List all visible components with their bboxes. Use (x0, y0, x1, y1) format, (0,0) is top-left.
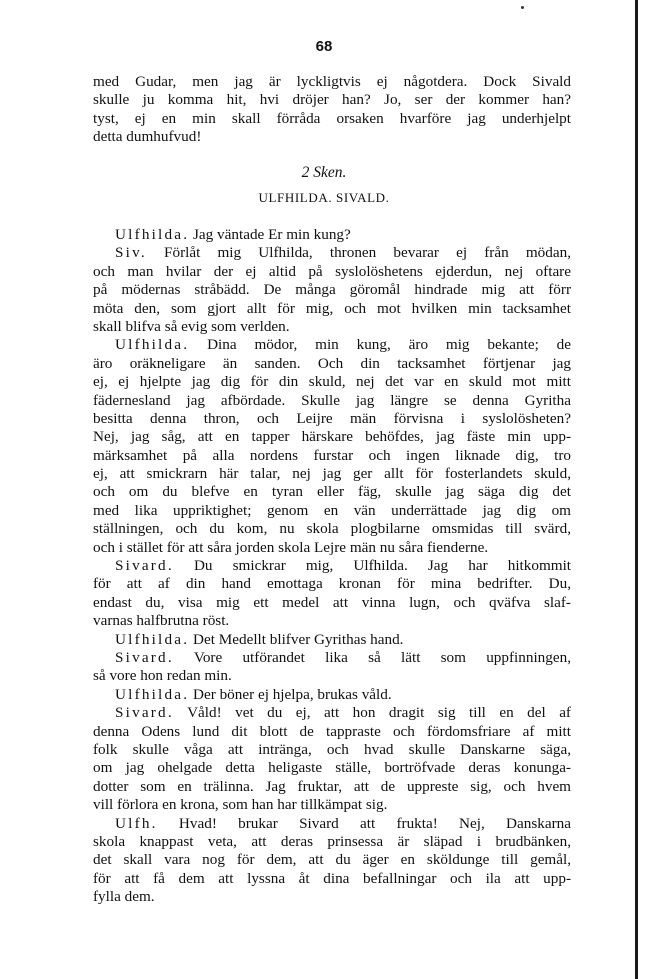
speaker-name: Ulfhilda. (115, 226, 190, 243)
dialogue-line: Ulfhilda. Det Medellt blifver Gyrithas hand. (115, 630, 404, 648)
text-line: Nej, jag såg, att en tapper härskare behöfdes, jag fäste min upp- (93, 428, 571, 446)
text-line: besitta denna thron, och Leijre män förvisna i syslolösheten? (93, 409, 571, 427)
text-line: och man hvilar der ej altid på syslolöshetens ejderdun, nej oftare (93, 262, 571, 280)
text-line: folk skulle våga att intränga, och hvad skulle Danskarne säga, (93, 740, 571, 758)
text-line: fylla dem. (93, 888, 155, 906)
scene-characters: ULFHILDA. SIVALD. (258, 190, 390, 205)
text-line: möta den, som gjort allt för mig, och mot hvilken min tacksamhet (93, 299, 571, 317)
text-line: äro oräkneligare än sanden. Och din tacksamhet förtjenar jag (93, 354, 571, 372)
text-line: med lika uppriktighet; genom en vän underrättade jag dig om (93, 501, 571, 519)
text-line: skola knappast veta, att deras prinsessa är släpad i brudbänken, (93, 832, 571, 850)
text-line: för att af din hand emottaga kronan för mina bedrifter. Du, (93, 575, 571, 593)
scene-title: 2 Sken. (301, 164, 347, 181)
speaker-name: Sivard. (115, 704, 174, 722)
speaker-name: Siv. (115, 244, 147, 262)
page-number: 68 (315, 38, 333, 55)
text-line: om jag ohelgade detta heligaste ställe, bortröfvade deras konunga- (93, 759, 571, 777)
text-line: med Gudar, men jag är lyckligtvis ej någotdera. Dock Sivald (93, 73, 571, 90)
text-line: tyst, ej en min skall förråda orsaken hvarföre jag underhjelpt (93, 109, 571, 127)
text-line: endast du, visa mig ett medel att vinna lugn, och qväfva slaf- (93, 593, 571, 611)
speaker-name: Ulfhilda. (115, 685, 190, 703)
text-line: ej, att smickrarn här talar, nej jag ger allt för fosterlandets skuld, (93, 465, 571, 483)
text-line: skulle ju komma hit, hvi dröjer han? Jo, ser der kommer han? (93, 91, 571, 109)
speaker-name: Sivard. (115, 648, 174, 666)
dialogue-line: Ulfhilda. Dina mödor, min kung, äro mig bekante; de (115, 336, 571, 354)
text-line: dotter som en trälinna. Jag fruktar, att de uppreste sig, och hvem (93, 777, 571, 795)
dialogue-line: Siv. Förlåt mig Ulfhilda, thronen bevarar ej från mödan, (115, 244, 571, 262)
speaker-name: Ulfhilda. (115, 630, 190, 648)
ink-speck (521, 6, 524, 9)
speaker-name: Sivard. (115, 557, 174, 575)
text-line: på mödernas stråbädd. De många göromål hindrade mig att förr (93, 281, 571, 299)
dialogue-line: Ulfh. Hvad! brukar Sivard att frukta! Nej, Danskarna (115, 814, 571, 832)
text-line: fädernesland jag afbördade. Skulle jag längre se denna Gyritha (93, 391, 571, 409)
speaker-name: Ulfh. (115, 814, 158, 832)
text-line: detta dumhufvud! (93, 128, 202, 146)
text-line: märksamhet på alla nordens furstar och ingen liknade dig, tro (93, 446, 571, 464)
text-line: det skall vara nog för dem, att du äger en sköldunge till gemål, (93, 851, 571, 869)
text-line: skall blifva så evig som verlden. (93, 317, 290, 335)
text-line: varnas halfbrutna röst. (93, 612, 230, 630)
dialogue-line: Ulfhilda. Jag väntade Er min kung? (115, 226, 351, 243)
intro-paragraph (93, 73, 571, 147)
dialogue-line: Sivard. Du smickrar mig, Ulfhilda. Jag har hitkommit (115, 557, 572, 575)
speaker-name: Ulfhilda. (115, 336, 190, 354)
text-line: och om du blefve en tyran eller fäg, skulle jag säga dig det (93, 483, 571, 501)
text-line: för att få dem att lyssna åt dina befallningar och ila att upp- (93, 869, 571, 887)
dialogue-block (93, 226, 571, 906)
text-line: ej, ej hjelpte jag dig för din skuld, nej det var en skuld mot mitt (93, 373, 571, 391)
text-line: och i stället för att såra jorden skola Lejre män nu såra fienderne. (93, 538, 489, 556)
dialogue-line: Sivard. Vore utförandet lika så lätt som uppfinningen, (115, 648, 571, 666)
dialogue-line: Sivard. Våld! vet du ej, att hon dragit sig till en del af (115, 704, 571, 722)
text-line: så vore hon redan min. (93, 667, 232, 685)
page-edge-shadow (635, 0, 638, 979)
dialogue-line: Ulfhilda. Der böner ej hjelpa, brukas våld. (115, 685, 392, 703)
text-line: vill förlora en krona, som han har tillkämpat sig. (93, 796, 388, 814)
text-line: ställningen, och du kom, nu skola plogbilarne omsmidas till svärd, (93, 520, 571, 538)
text-line: denna Odens lund dit blott de tappraste och fördomsfriare af mitt (93, 722, 571, 740)
